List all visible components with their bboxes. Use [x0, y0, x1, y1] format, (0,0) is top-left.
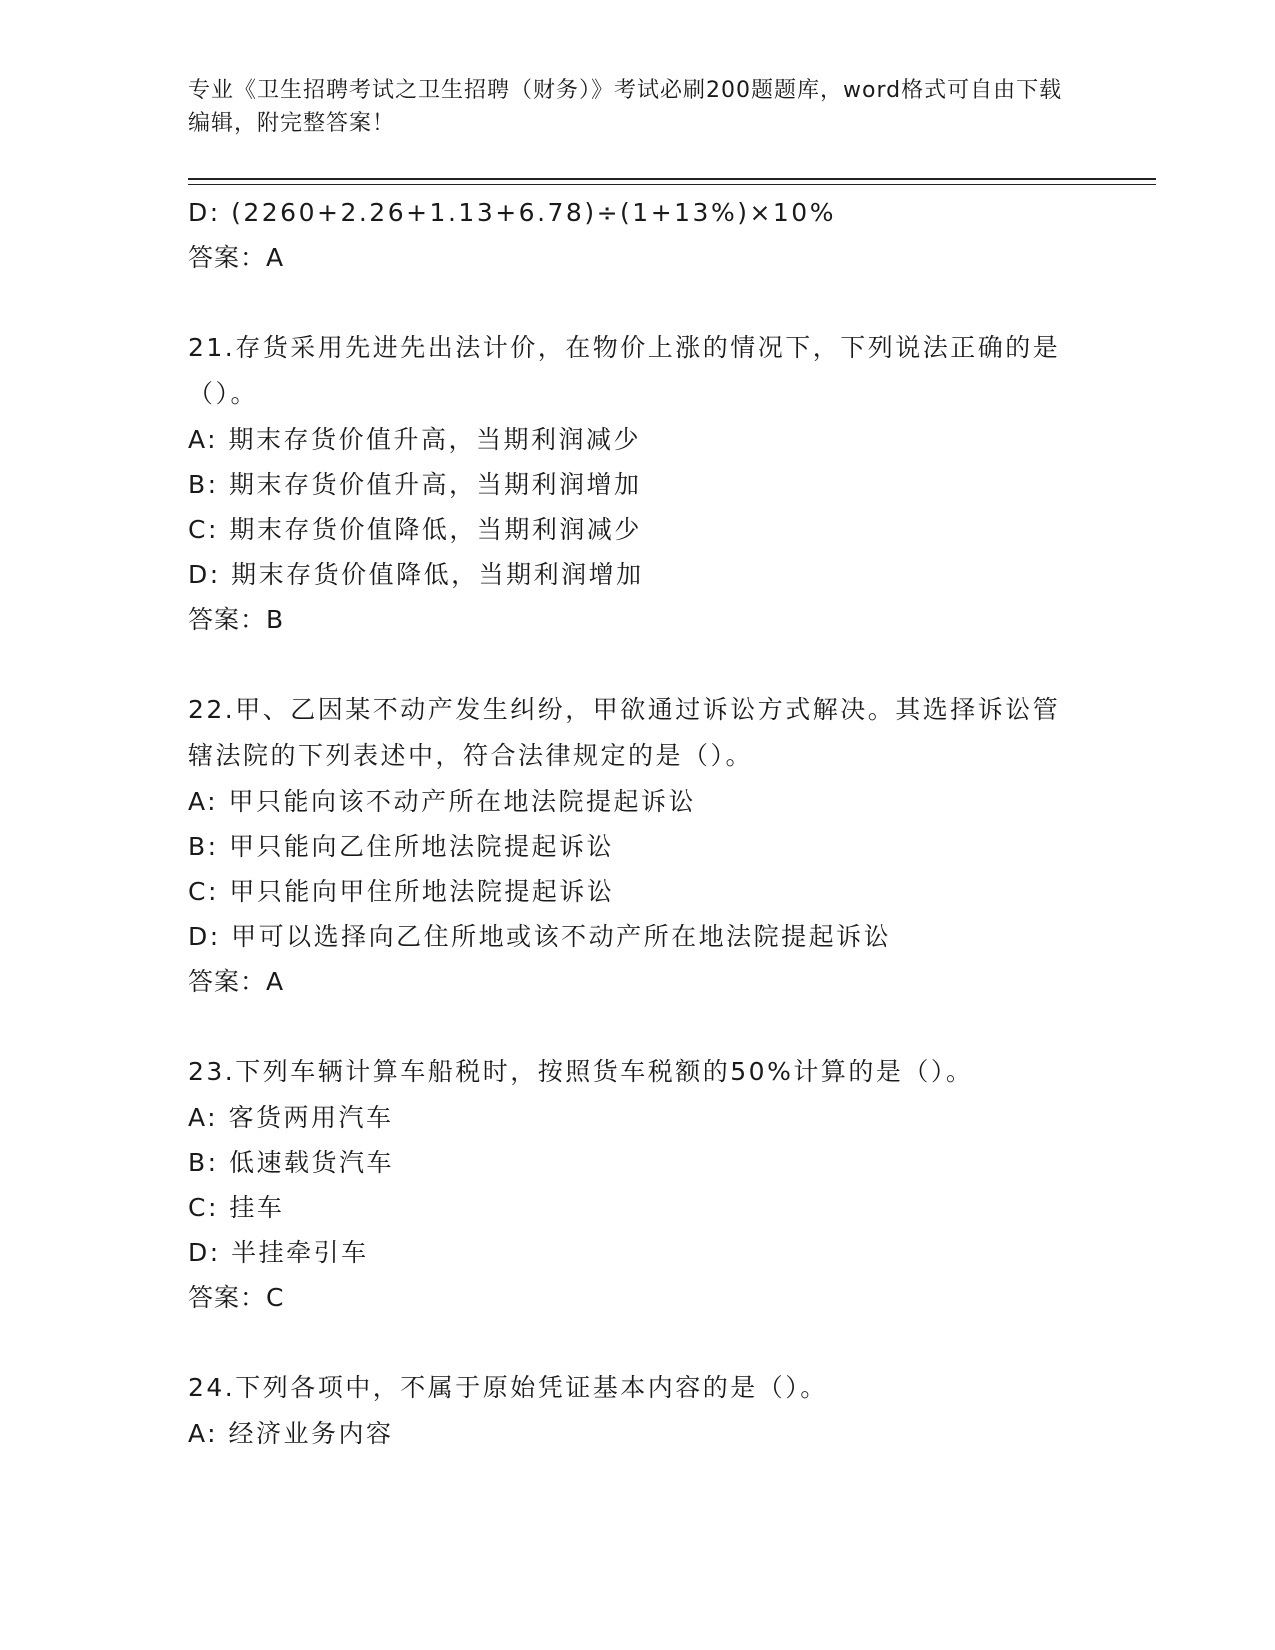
answer-line: 答案：A	[188, 967, 285, 996]
option-d: D: 半挂牵引车	[188, 1238, 369, 1267]
previous-question-tail	[188, 190, 1088, 280]
option-a: A: 客货两用汽车	[188, 1103, 394, 1132]
option-c: C: 期末存货价值降低，当期利润减少	[188, 515, 642, 544]
option-d: D: 期末存货价值降低，当期利润增加	[188, 560, 644, 589]
option-b: B: 期末存货价值升高，当期利润增加	[188, 470, 642, 499]
option-d: D: 甲可以选择向乙住所地或该不动产所在地法院提起诉讼	[188, 922, 892, 951]
question-21	[188, 325, 1088, 642]
question-23	[188, 1049, 1088, 1320]
option-a: A: 经济业务内容	[188, 1419, 394, 1448]
option-c: C: 挂车	[188, 1193, 285, 1222]
option-a: A: 期末存货价值升高，当期利润减少	[188, 425, 642, 454]
option-d: D: (2260+2.26+1.13+6.78)÷(1+13%)×10%	[188, 198, 836, 227]
header-rule-thick	[188, 178, 1156, 180]
question-text: 21.存货采用先进先出法计价，在物价上涨的情况下，下列说法正确的是（）。	[188, 333, 1061, 408]
question-22	[188, 687, 1088, 1004]
option-b: B: 低速载货汽车	[188, 1148, 395, 1177]
option-c: C: 甲只能向甲住所地法院提起诉讼	[188, 877, 615, 906]
question-text: 24.下列各项中，不属于原始凭证基本内容的是（）。	[188, 1373, 828, 1402]
question-24	[188, 1365, 1088, 1456]
answer-line: 答案：C	[188, 1283, 285, 1312]
question-text: 22.甲、乙因某不动产发生纠纷，甲欲通过诉讼方式解决。其选择诉讼管辖法院的下列表述中，符合法律规定的是（）。	[188, 695, 1061, 770]
document-body	[188, 190, 1088, 1456]
answer-line: 答案：B	[188, 605, 285, 634]
header-rule-thin	[188, 184, 1156, 185]
question-text: 23.下列车辆计算车船税时，按照货车税额的50%计算的是（）。	[188, 1057, 974, 1086]
option-b: B: 甲只能向乙住所地法院提起诉讼	[188, 832, 615, 861]
option-a: A: 甲只能向该不动产所在地法院提起诉讼	[188, 787, 697, 816]
document-header: 专业《卫生招聘考试之卫生招聘（财务）》考试必刷200题题库，word格式可自由下载编辑，附完整答案！	[188, 78, 1063, 136]
answer-line: 答案：A	[188, 243, 285, 272]
